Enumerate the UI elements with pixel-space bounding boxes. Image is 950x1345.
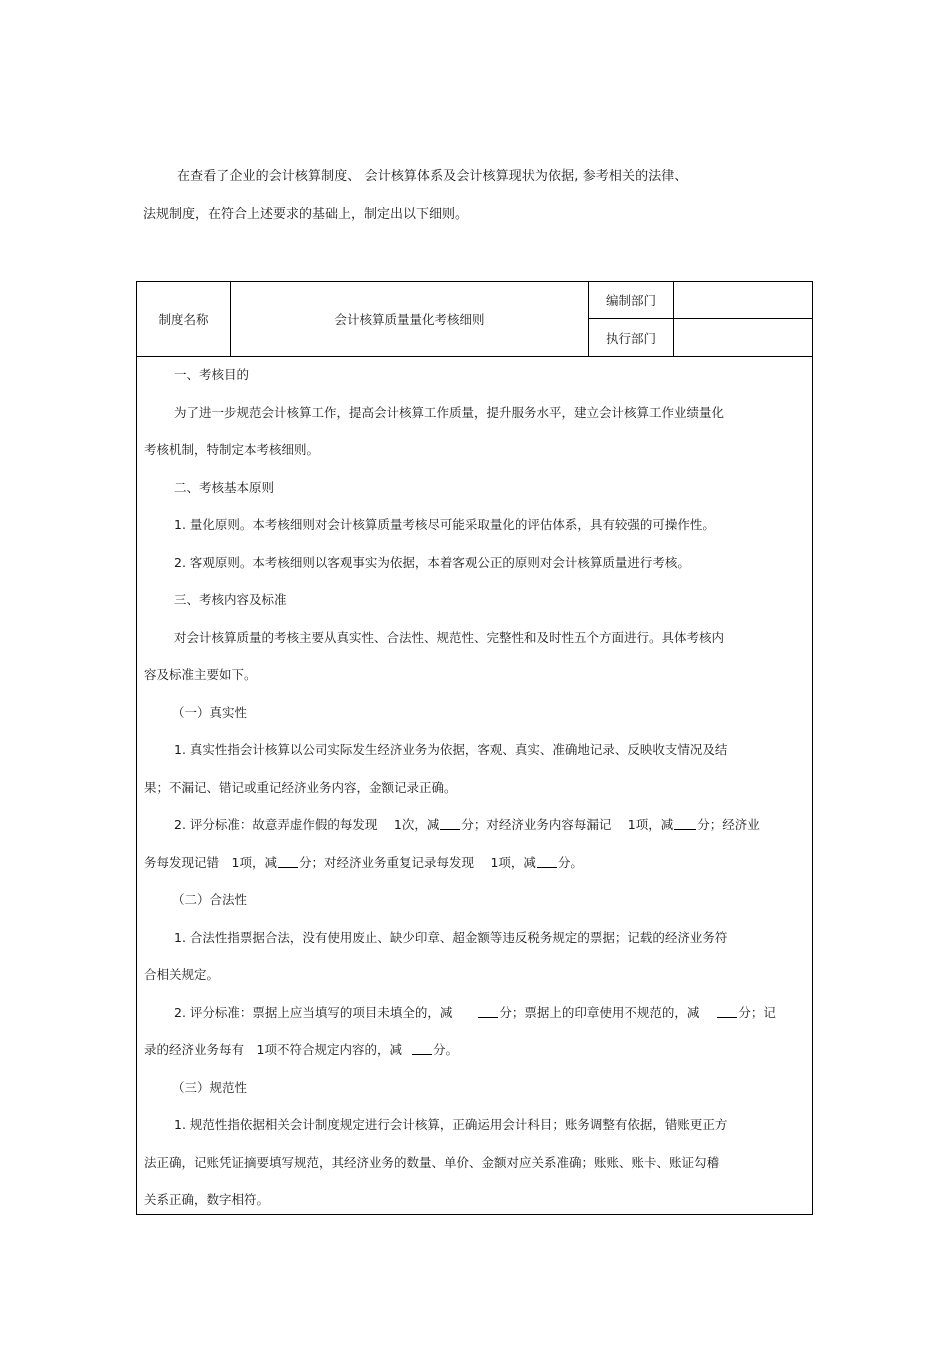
subsection-heading: （二）合法性 <box>172 892 248 907</box>
scoring-text: 务每发现记错 1项，减 <box>144 854 277 870</box>
executing-dept-value <box>674 319 812 356</box>
regulation-header-table <box>136 281 813 357</box>
fill-blank <box>537 855 557 868</box>
paragraph-line: 1. 真实性指会计核算以公司实际发生经济业务为依据，客观、真实、准确地记录、反映收支情况及结 <box>174 742 728 757</box>
scoring-text: 分；记 <box>738 1004 776 1020</box>
scoring-text: 录的经济业务每有 1项不符合规定内容的，减 <box>144 1042 402 1057</box>
paragraph-line: 1. 量化原则。本考核细则对会计核算质量考核尽可能采取量化的评估体系，具有较强的可操作性。 <box>174 517 715 532</box>
scoring-text: 2. 评分标准：票据上应当填写的项目未填全的，减 <box>174 1004 453 1020</box>
subsection-heading: （一）真实性 <box>172 704 248 720</box>
intro-line-1: 在查看了企业的会计核算制度、 会计核算体系及会计核算现状为依据, 参考相关的法律、 <box>177 169 688 184</box>
paragraph-line: 为了进一步规范会计核算工作，提高会计核算工作质量，提升服务水平，建立会计核算工作业绩量化 <box>174 404 725 420</box>
fill-blank <box>674 817 696 830</box>
intro-line-2: 法规制度，在符合上述要求的基础上，制定出以下细则。 <box>143 207 469 222</box>
section-heading: 一、考核目的 <box>174 367 250 382</box>
intro-paragraph <box>143 158 807 234</box>
paragraph-line: 关系正确，数字相符。 <box>144 1192 270 1207</box>
compiling-dept-value <box>674 282 812 319</box>
scoring-line <box>144 806 804 844</box>
regulation-body <box>136 356 813 1215</box>
scoring-line <box>144 994 804 1032</box>
regulation-title: 会计核算质量量化考核细则 <box>231 282 589 356</box>
subsection-heading: （三）规范性 <box>172 1079 248 1095</box>
paragraph-line: 果；不漏记、错记或重记经济业务内容，金额记录正确。 <box>144 779 457 795</box>
paragraph-line: 容及标准主要如下。 <box>144 667 257 682</box>
paragraph-line: 2. 客观原则。本考核细则以客观事实为依据，本着客观公正的原则对会计核算质量进行考核。 <box>174 554 690 570</box>
scoring-line <box>144 1031 804 1069</box>
section-heading: 二、考核基本原则 <box>174 479 275 495</box>
fill-blank <box>478 1005 498 1018</box>
scoring-text: 2. 评分标准：故意弄虚作假的每发现 1次，减 <box>174 817 440 832</box>
compiling-dept-label: 编制部门 <box>589 282 674 319</box>
fill-blank <box>278 855 298 868</box>
executing-dept-label: 执行部门 <box>589 319 674 356</box>
scoring-text: 分；对经济业务内容每漏记 1项，减 <box>461 817 674 832</box>
scoring-text: 分；经济业 <box>697 817 760 832</box>
paragraph-line: 合相关规定。 <box>144 967 220 982</box>
paragraph-line: 1. 合法性指票据合法，没有使用废止、缺少印章、超金额等违反税务规定的票据；记载的经济业务符 <box>174 929 728 945</box>
scoring-text: 分；票据上的印章使用不规范的，减 <box>499 1004 700 1020</box>
paragraph-line: 法正确，记账凭证摘要填写规范，其经济业务的数量、单价、金额对应关系准确；账账、账卡、账证勾稽 <box>144 1154 720 1170</box>
fill-blank <box>412 1042 432 1055</box>
paragraph-line: 考核机制，特制定本考核细则。 <box>144 442 320 457</box>
regulation-body-text <box>144 356 804 1219</box>
scoring-text: 分。 <box>557 854 583 870</box>
paragraph-line: 1. 规范性指依据相关会计制度规定进行会计核算，正确运用会计科目；账务调整有依据，错账更正方 <box>174 1117 728 1132</box>
scoring-text: 分。 <box>432 1042 458 1057</box>
scoring-line <box>144 844 804 882</box>
paragraph-line: 对会计核算质量的考核主要从真实性、合法性、规范性、完整性和及时性五个方面进行。具体考核内 <box>174 629 725 645</box>
scoring-text: 分；对经济业务重复记录每发现 1项，减 <box>298 854 536 870</box>
section-heading: 三、考核内容及标准 <box>174 592 287 607</box>
regulation-name-label: 制度名称 <box>137 282 231 356</box>
fill-blank <box>717 1005 737 1018</box>
fill-blank <box>440 817 460 830</box>
